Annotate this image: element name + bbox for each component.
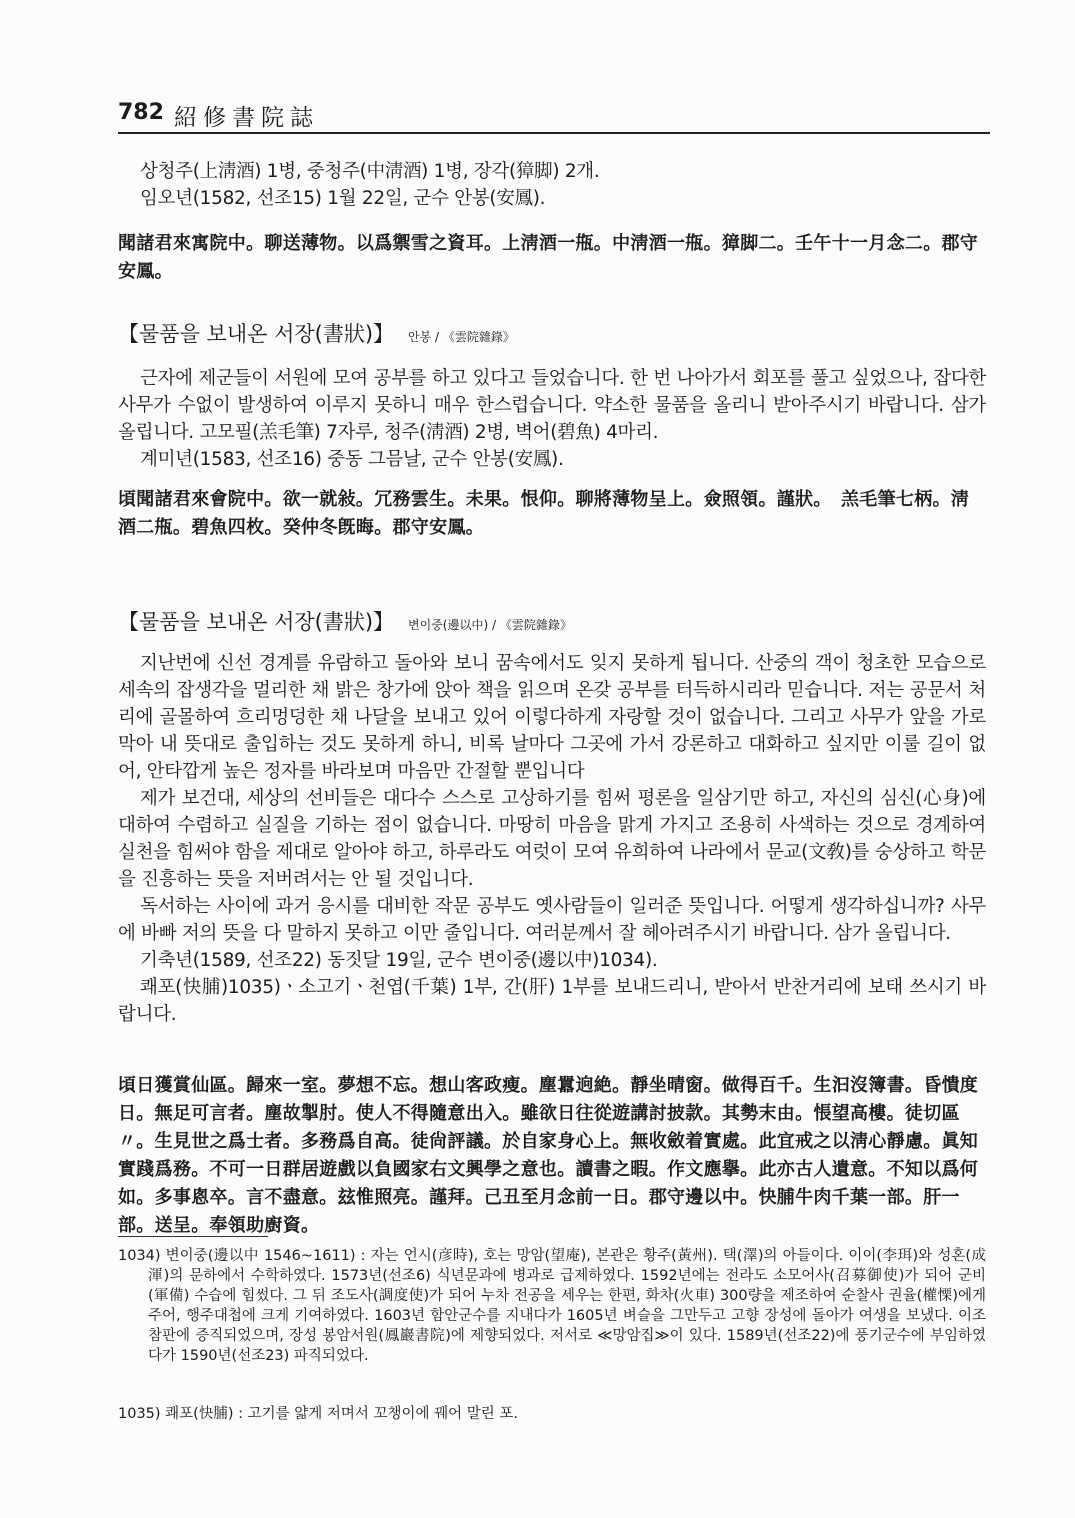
section2-para-2: 제가 보건대, 세상의 선비들은 대다수 스스로 고상하기를 힘써 평론을 일삼기만 하고, 자신의 심신(心身)에 대하여 수렴하고 실질을 기하는 점이 없습니다. 마땅히 마음을 맑게 가지고 조용히 사색하는 것으로 경계하여 실천을 힘써야 함을 제대로 알아야 하고, 하루라도 여럿이 모여 유희하여 나라에서 문교(文敎)를 숭상하고 학문을 진흥하는 뜻을 저버려서는 안 될 것입니다. (118, 788, 986, 890)
section2-source: 변이중(邊以中) / 《雲院雜錄》 (408, 618, 572, 632)
top-korean (118, 158, 986, 212)
section1-source: 안봉 / 《雲院雜錄》 (408, 330, 515, 344)
book-title: 紹修書院誌 (174, 105, 319, 131)
top-line-2: 임오년(1582, 선조15) 1월 22일, 군수 안봉(安鳳). (140, 188, 546, 209)
section2-para-5: 쾌포(快脯)1035)ㆍ소고기ㆍ천엽(千葉) 1부, 간(肝) 1부를 보내드리니, 받아서 반찬거리에 보태 쓰시기 바랍니다. (118, 977, 986, 1025)
footnote-1034-text: 1034) 변이중(邊以中 1546~1611) : 자는 언시(彦時), 호는 망암(望庵), 본관은 황주(黃州). 택(澤)의 아들이다. 이이(李珥)와 성혼(成渾)의 문하에서 수학하였다. 1573년(선조6) 식년문과에 병과로 급제하였다. 1592년에는 전라도 소모어사(召募御使)가 되어 군비(軍備) 수습에 힘썼다. 그 뒤 조도사(調度使)가 되어 누차 전공을 세우는 한편, 화차(火車) 300량을 제조하여 순찰사 권율(權慄)에게 주어, 행주대첩에 크게 기여하였다. 1603년 함안군수를 지내다가 1605년 벼슬을 그만두고 고향 장성에 돌아가 여생을 보냈다. 이조참판에 증직되었으며, 장성 봉암서원(鳳巖書院)에 제향되었다. 저서로 ≪망암집≫이 있다. 1589년(선조22)에 풍기군수에 부임하였다가 1590년(선조23) 파직되었다. (118, 1248, 986, 1364)
top-line-1: 상청주(上淸酒) 1병, 중청주(中淸酒) 1병, 장각(獐脚) 2개. (140, 161, 600, 182)
footnote-1035-text: 1035) 쾌포(快脯) : 고기를 얇게 저며서 꼬챙이에 꿰어 말린 포. (118, 1406, 518, 1422)
section2-para-3: 독서하는 사이에 과거 응시를 대비한 작문 공부도 옛사람들이 일러준 뜻입니다. 어떻게 생각하십니까? 사무에 바빠 저의 뜻을 다 말하지 못하고 이만 줄입니다. 여러분께서 잘 헤아려주시기 바랍니다. 삼가 올립니다. (118, 896, 986, 944)
section2-chinese: 頃日獲賞仙區。歸來一室。夢想不忘。想山客政瘦。塵囂逈絶。靜坐晴窗。做得百千。生汩沒簿書。昏憒度日。無足可言者。塵故掣肘。使人不得隨意出入。雖欲日往從遊講討披款。其勢末由。悵望高樓。徒切區〃。生見世之爲士者。多務爲自高。徒尙評議。於自家身心上。無收斂着實處。此宜戒之以淸心靜慮。眞知實踐爲務。不可一日群居遊戲以負國家右文興學之意也。讀書之暇。作文應擧。此亦古人遺意。不知以爲何如。多事悤卒。言不盡意。玆惟照亮。謹拜。己丑至月念前一日。郡守邊以中。快脯牛肉千葉一部。肝一部。送呈。奉領助廚資。 (118, 1075, 979, 1236)
section2-para-4: 기축년(1589, 선조22) 동짓달 19일, 군수 변이중(邊以中)1034). (140, 950, 658, 971)
section1-para-1: 근자에 제군들이 서원에 모여 공부를 하고 있다고 들었습니다. 한 번 나아가서 회포를 풀고 싶었으나, 잡다한 사무가 수없이 발생하여 이루지 못하니 매우 한스럽습니다. 약소한 물품을 올리니 받아주시기 바랍니다. 삼가 올립니다. 고모필(羔毛筆) 7자루, 청주(淸酒) 2병, 벽어(碧魚) 4마리. (118, 368, 986, 443)
footnote-1035 (118, 1404, 986, 1424)
section1-para-2: 계미년(1583, 선조16) 중동 그믐날, 군수 안봉(安鳳). (140, 449, 564, 470)
running-header (118, 98, 990, 134)
footnote-1034 (118, 1246, 986, 1366)
section2-heading: 【물품을 보내온 서장(書狀)】 (118, 610, 395, 634)
section2-heading-line (118, 606, 572, 636)
section1-heading: 【물품을 보내온 서장(書狀)】 (118, 322, 395, 346)
footnote-rule (118, 1236, 268, 1237)
top-chinese: 聞諸君來寓院中。聊送薄物。以爲禦雪之資耳。上淸酒一甁。中淸酒一甁。獐脚二。壬午十一月念二。郡守安鳳。 (118, 233, 979, 282)
section2-para-1: 지난번에 신선 경계를 유람하고 돌아와 보니 꿈속에서도 잊지 못하게 됩니다. 산중의 객이 청초한 모습으로 세속의 잡생각을 멀리한 채 밝은 창가에 앉아 책을 읽으며 온갖 공부를 터득하시리라 믿습니다. 저는 공문서 처리에 골몰하여 흐리멍덩한 채 나달을 보내고 있어 이렇다하게 자랑할 것이 없습니다. 그리고 사무가 앞을 가로막아 내 뜻대로 출입하는 것도 못하게 하니, 비록 날마다 그곳에 가서 강론하고 대화하고 싶지만 이룰 길이 없어, 안타깝게 높은 정자를 바라보며 마음만 간절할 뿐입니다 (118, 653, 986, 782)
page-number: 782 (118, 100, 164, 125)
section1-korean (118, 365, 986, 473)
section2-korean (118, 650, 986, 1028)
section1-chinese: 頃聞諸君來會院中。欲一就敍。冗務雲生。未果。恨仰。聊將薄物呈上。僉照領。謹狀。 羔毛筆七柄。淸酒二甁。碧魚四枚。癸仲冬旣晦。郡守安鳳。 (118, 489, 970, 538)
section1-heading-line (118, 318, 515, 348)
